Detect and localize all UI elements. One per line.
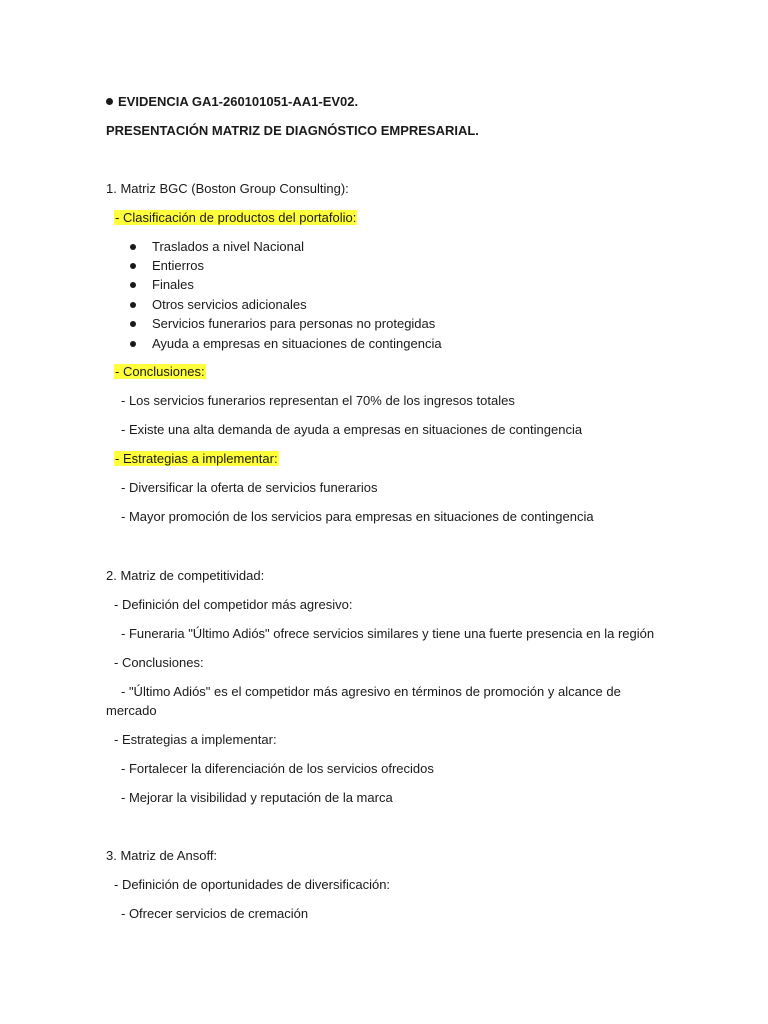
list-item: Ayuda a empresas en situaciones de contingencia [152,336,442,351]
strategies-label [114,450,279,467]
bullet-icon [130,263,136,269]
bullet-icon [130,321,136,327]
document-title: PRESENTACIÓN MATRIZ DE DIAGNÓSTICO EMPRESARIAL. [106,123,479,138]
bullet-icon [106,98,113,105]
list-item: Finales [152,277,194,292]
conclusion-item: - Los servicios funerarios representan el 70% de los ingresos totales [121,393,515,408]
strategy-item: - Fortalecer la diferenciación de los servicios ofrecidos [121,761,434,776]
strategy-item: - Mayor promoción de los servicios para empresas en situaciones de contingencia [121,509,594,524]
strategies-label-text: - Estrategias a implementar: [115,451,278,466]
evidence-text: EVIDENCIA GA1-260101051-AA1-EV02. [118,94,359,109]
conclusion-item: - Existe una alta demanda de ayuda a empresas en situaciones de contingencia [121,422,583,437]
opportunity-item: - Ofrecer servicios de cremación [121,906,309,921]
opportunities-label: - Definición de oportunidades de diversificación: [114,877,391,892]
competitor-label: - Definición del competidor más agresivo: [114,597,353,612]
bullet-icon [130,282,136,288]
conclusions-label: - Conclusiones: [114,655,204,670]
section3-heading: 3. Matriz de Ansoff: [106,848,218,863]
bullet-icon [130,341,136,347]
portfolio-label-text: - Clasificación de productos del portafolio: [115,210,357,225]
conclusion-item: - "Último Adiós" es el competidor más agresivo en términos de promoción y alcance de [121,684,621,699]
competitor-text: - Funeraria "Último Adiós" ofrece servicios similares y tiene una fuerte presencia en la región [121,626,655,641]
bullet-icon [130,302,136,308]
list-item: Otros servicios adicionales [152,297,307,312]
section1-heading: 1. Matriz BGC (Boston Group Consulting): [106,181,349,196]
conclusion-item-continuation: mercado [106,703,157,718]
strategies-label: - Estrategias a implementar: [114,732,277,747]
strategy-item: - Diversificar la oferta de servicios funerarios [121,480,378,495]
conclusions-label-text: - Conclusiones: [115,364,205,379]
conclusions-label [114,363,206,380]
bullet-icon [130,244,136,250]
list-item: Servicios funerarios para personas no protegidas [152,316,436,331]
list-item: Entierros [152,258,205,273]
portfolio-label [114,209,357,226]
section2-heading: 2. Matriz de competitividad: [106,568,265,583]
evidence-heading [106,93,358,110]
strategy-item: - Mejorar la visibilidad y reputación de la marca [121,790,393,805]
list-item: Traslados a nivel Nacional [152,239,304,254]
